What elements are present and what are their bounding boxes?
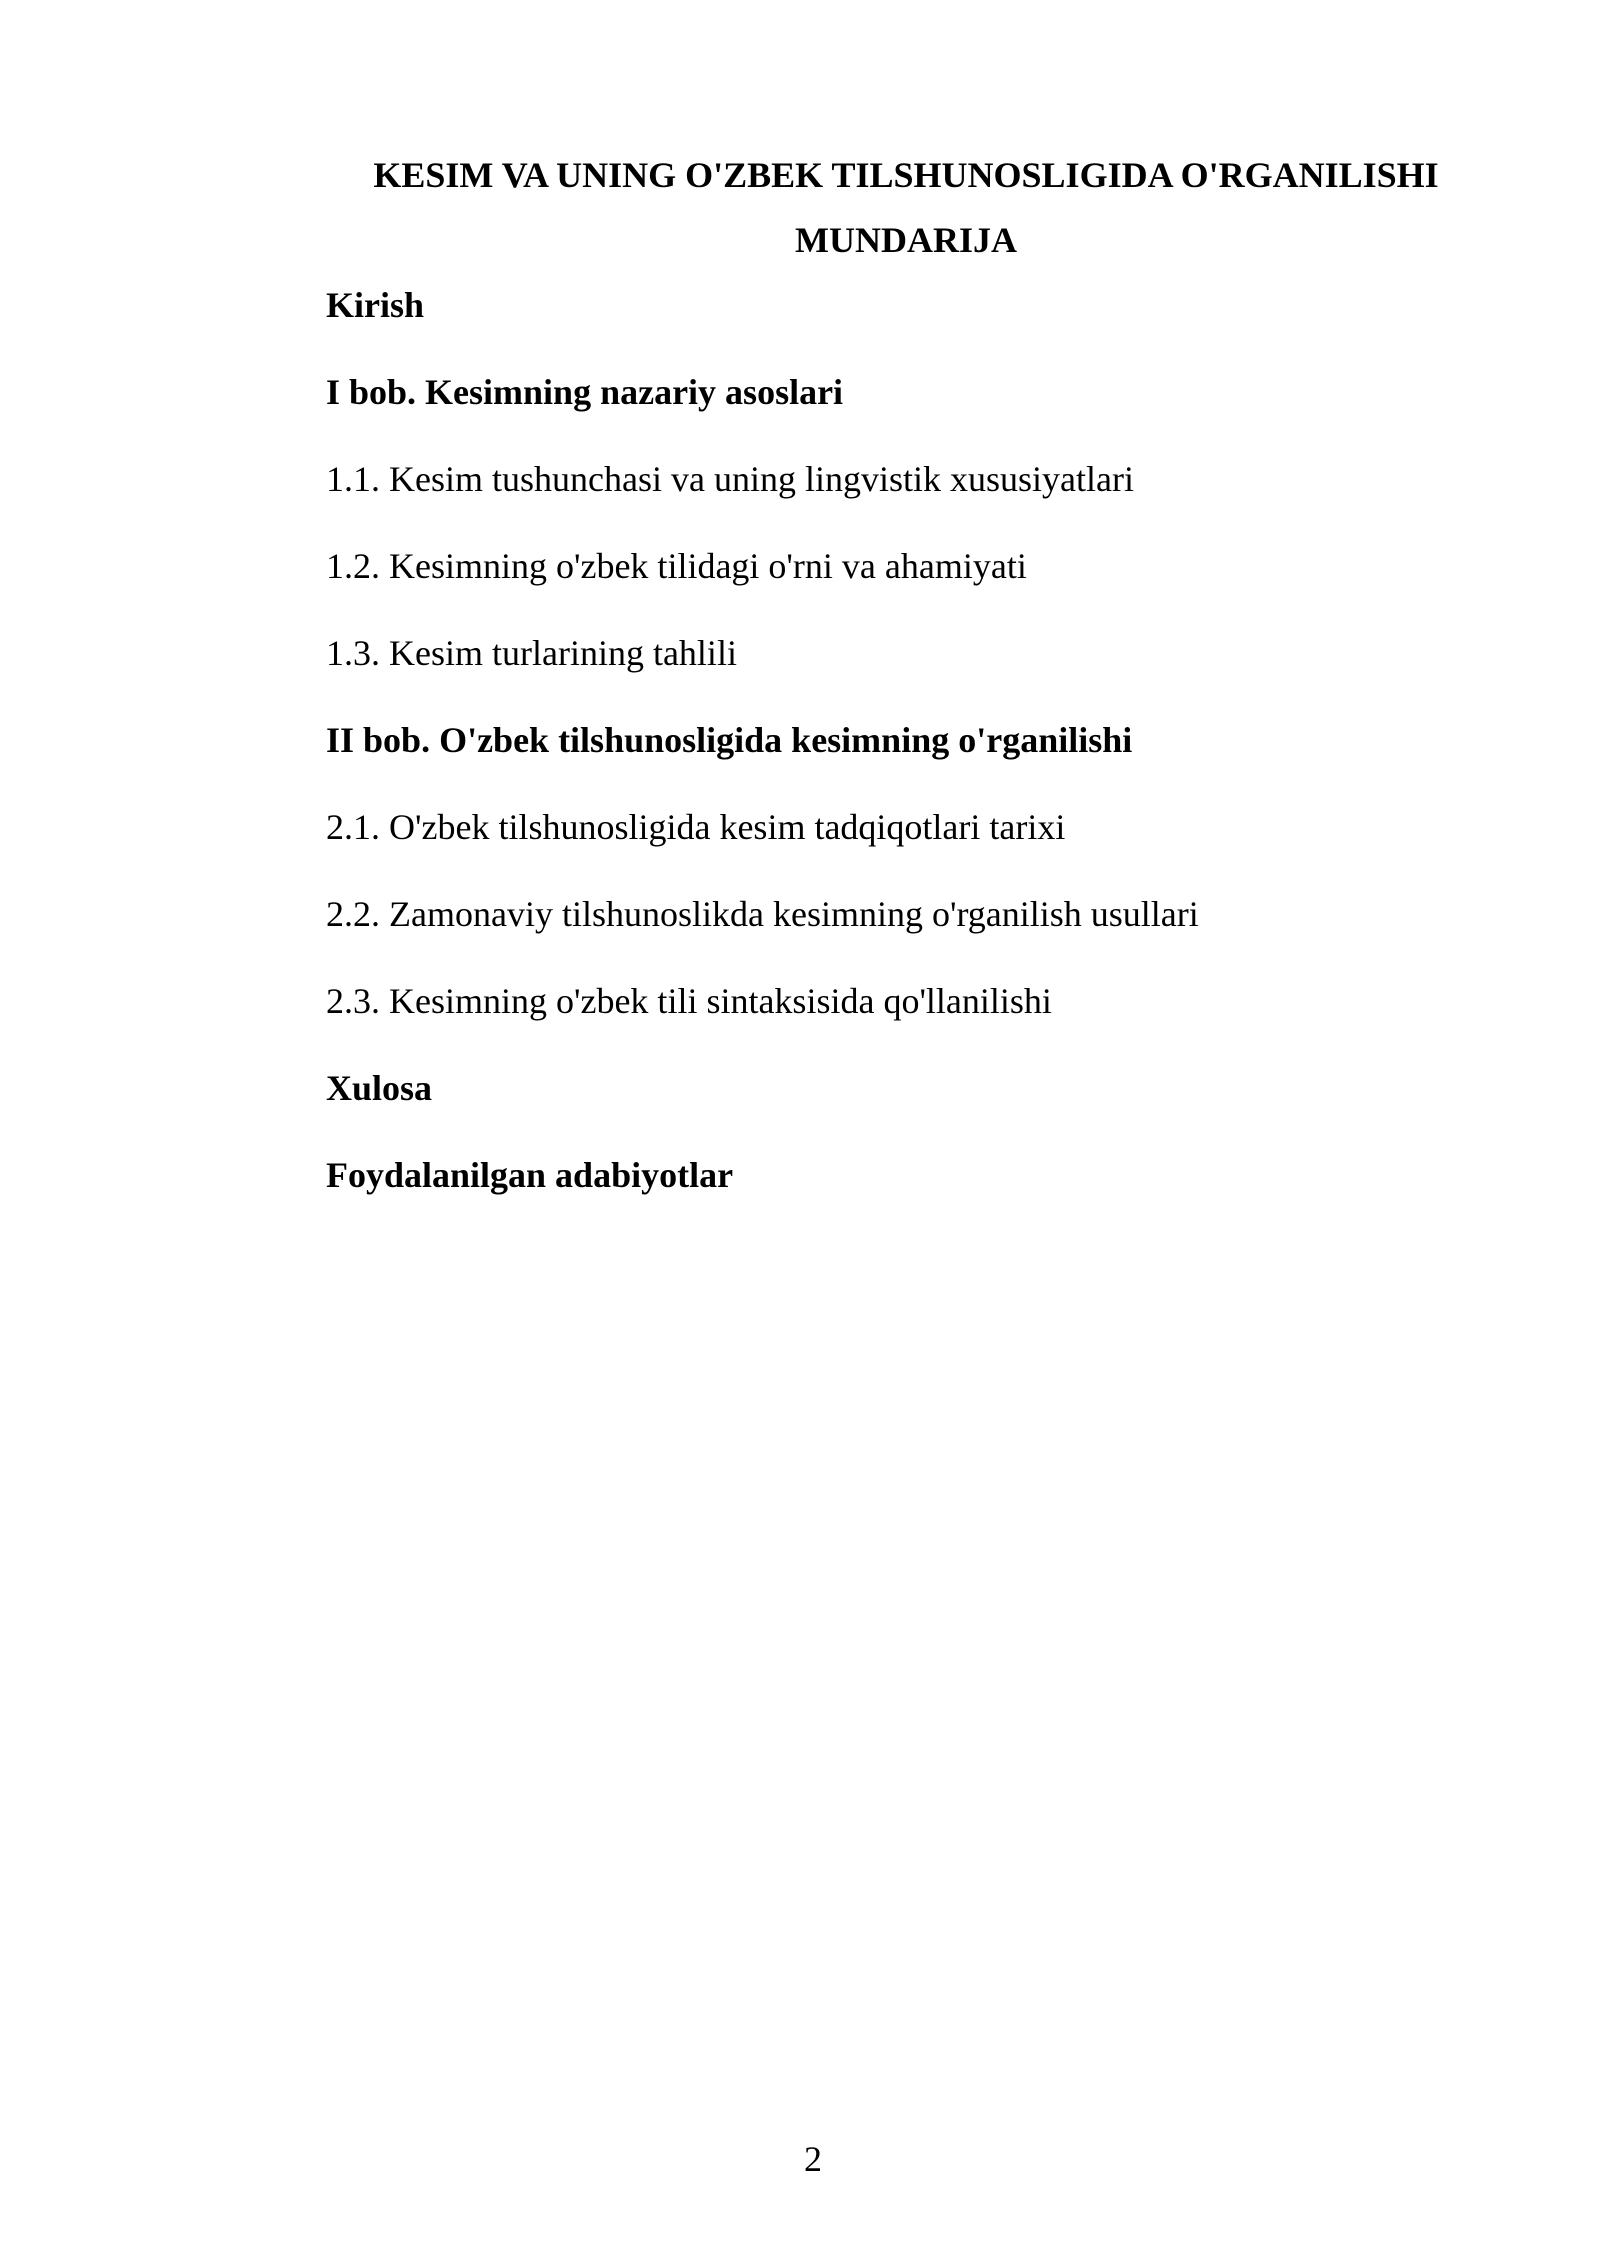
toc-entry-section-1-3: 1.3. Kesim turlarining tahlili: [326, 633, 737, 673]
toc-entry-section-1-2: 1.2. Kesimning o'zbek tilidagi o'rni va ahamiyati: [326, 546, 1027, 586]
table-of-contents: [326, 280, 1506, 1237]
toc-entry-section-2-1: 2.1. O'zbek tilshunosligida kesim tadqiqotlari tarixi: [326, 807, 1066, 847]
toc-entry-section-2-3: 2.3. Kesimning o'zbek tili sintaksisida qo'llanilishi: [326, 981, 1052, 1021]
toc-entry-chapter-1: I bob. Kesimning nazariy asoslari: [326, 372, 844, 412]
toc-entry-bibliography: Foydalanilgan adabiyotlar: [326, 1155, 734, 1195]
toc-entry-section-1-1: 1.1. Kesim tushunchasi va uning lingvistik xususiyatlari: [326, 459, 1134, 499]
page-number: 2: [804, 2139, 822, 2179]
toc-entry-kirish: Kirish: [326, 285, 425, 325]
document-title: KESIM VA UNING O'ZBEK TILSHUNOSLIGIDA O'RGANILISHI: [373, 155, 1439, 195]
toc-entry-section-2-2: 2.2. Zamonaviy tilshunoslikda kesimning o'rganilish usullari: [326, 894, 1199, 934]
toc-entry-xulosa: Xulosa: [326, 1068, 433, 1108]
toc-heading: MUNDARIJA: [795, 220, 1017, 260]
toc-entry-chapter-2: II bob. O'zbek tilshunosligida kesimning o'rganilishi: [326, 720, 1133, 760]
